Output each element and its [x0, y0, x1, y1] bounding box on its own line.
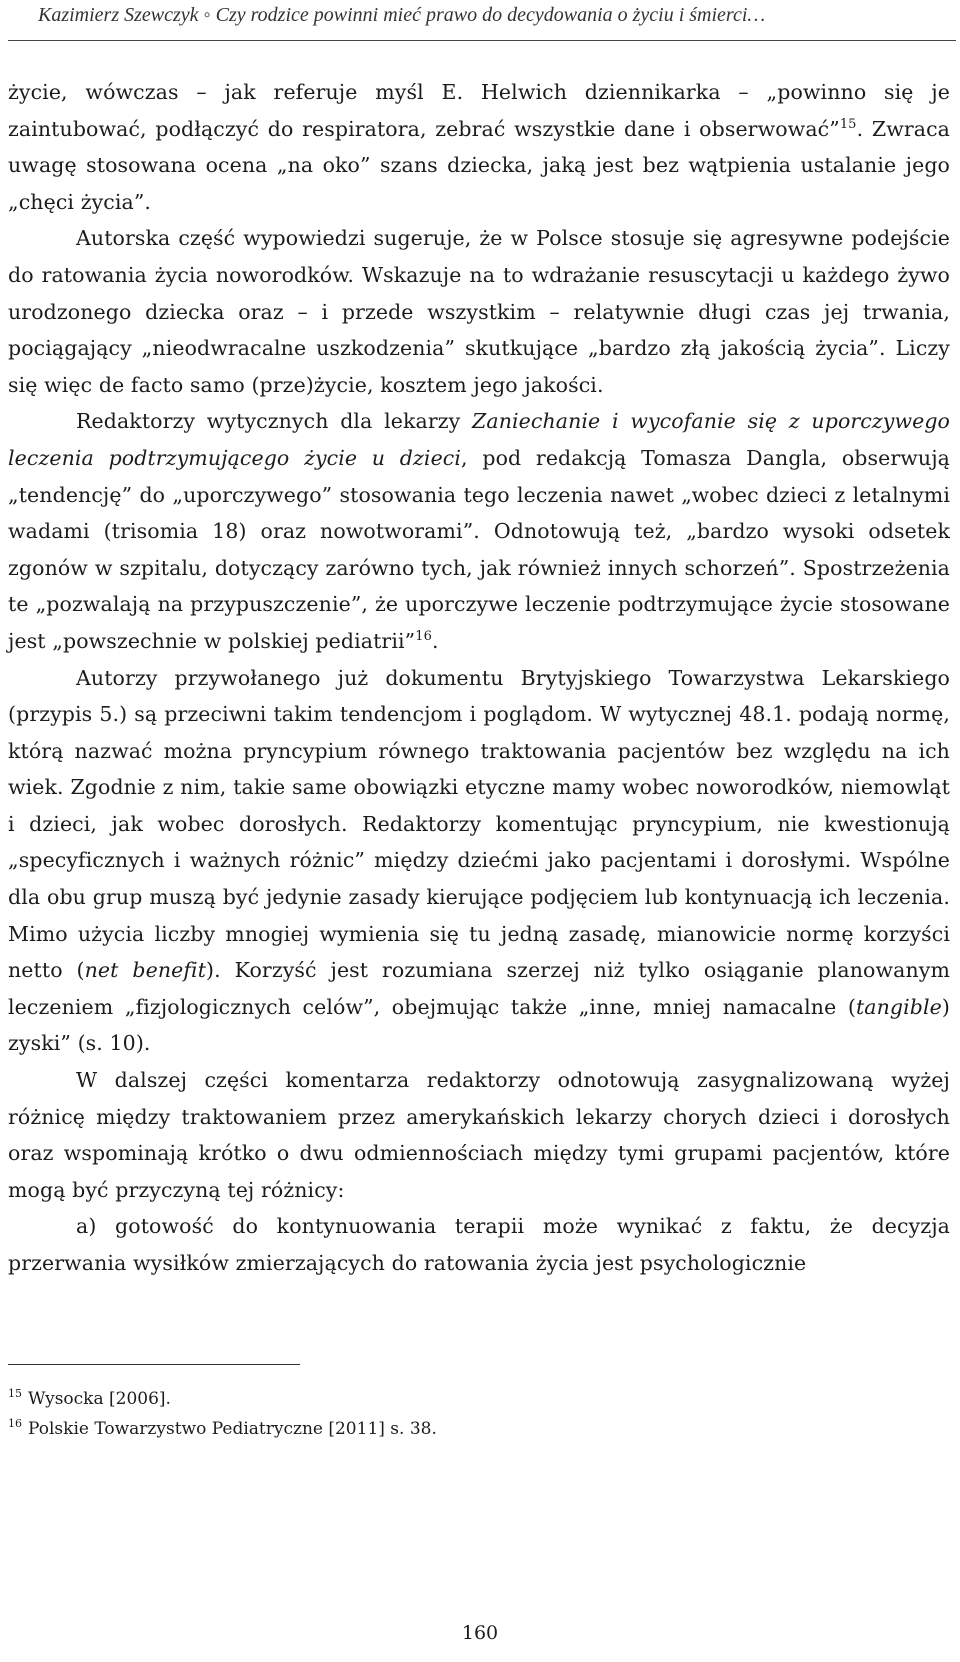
footnotes: [8, 1384, 948, 1444]
paragraph-4: Autorzy przywołanego już dokumentu Brytyjskiego Towarzystwa Lekarskiego (przypis 5.) są przeciwni takim tendencjom i poglądom. W wytycznej 48.1. podają normę, którą nazwać można pryncypium równego traktowania pacjentów bez względu na ich wiek. Zgodnie z nim, takie same obowiązki etyczne mamy wobec noworodków, niemowląt i dzieci, jak wobec dorosłych. Redaktorzy komentując pryncypium, nie kwestionują „specyficznych i ważnych różnic” między dziećmi jako pacjentami i dorosłymi. Wspólne dla obu grup muszą być jedynie zasady kierujące podjęciem lub kontynuacją ich leczenia. Mimo użycia liczby mnogiej wymienia się tu jedną zasadę, mianowicie normę korzyści netto (net benefit). Korzyść jest rozumiana szerzej niż tylko osiąganie planowanym leczeniem „fizjologicznych celów”, obejmując także „inne, mniej namacalne (tangible) zyski” (s. 10).: [8, 665, 950, 1056]
running-header: [8, 0, 956, 41]
footnote-16: [8, 1414, 948, 1444]
footnote-text: Polskie Towarzystwo Pediatryczne [2011] s. 38.: [28, 1419, 437, 1439]
italic-term-net-benefit: net benefit: [84, 958, 207, 983]
footnote-ref-15[interactable]: 15: [839, 116, 857, 132]
paragraph-3: Redaktorzy wytycznych dla lekarzy Zaniechanie i wycofanie się z uporczywego leczenia podtrzymującego życie u dzieci, pod redakcją Tomasza Dangla, obserwują „tendencję” do „uporczywego” stosowania tego leczenia nawet „wobec dzieci z letalnymi wadami (trisomia 18) oraz nowotworami”. Odnotowują też, „bardzo wysoki odsetek zgonów w szpitalu, dotyczący zarówno tych, jak również innych schorzeń”. Spostrzeżenia te „pozwalają na przypuszczenie”, że uporczywe leczenie podtrzymujące życie stosowane jest „powszechnie w polskiej pediatrii”$^{16}$.: [8, 409, 950, 653]
footnote-divider: [8, 1364, 300, 1365]
paragraph-1: życie, wówczas – jak referuje myśl E. Helwich dziennikarka – „powinno się je zaintubować, podłączyć do respiratora, zebrać wszystkie dane i obserwować”$^{15}$. Zwraca uwagę stosowana ocena „na oko” szans dziecka, jaką jest bez wątpienia ustalanie jego „chęci życia”.: [8, 80, 950, 214]
footnote-text: Wysocka [2006].: [28, 1389, 171, 1409]
list-item-a: a) gotowość do kontynuowania terapii może wynikać z faktu, że decyzja przerwania wysiłków zmierzających do ratowania życia jest psychologicznie: [8, 1214, 950, 1275]
footnote-marker: 16: [8, 1417, 22, 1431]
cited-title: Zaniechanie i wycofanie się z uporczywego leczenia podtrzymującego życie u dzieci: [8, 409, 950, 470]
running-header-title: Kazimierz Szewczyk ◦ Czy rodzice powinni mieć prawo do decydowania o życiu i śmierci…: [38, 4, 766, 26]
paragraph-2: Autorska część wypowiedzi sugeruje, że w Polsce stosuje się agresywne podejście do ratowania życia noworodków. Wskazuje na to wdrażanie resuscytacji u każdego żywo urodzonego dziecka oraz – i przede wszystkim – relatywnie długi czas jej trwania, pociągający „nieodwracalne uszkodzenia” skutkujące „bardzo złą jakością życia”. Liczy się więc de facto samo (prze)życie, kosztem jego jakości.: [8, 226, 950, 397]
footnote-marker: 15: [8, 1387, 22, 1401]
paragraph-5: W dalszej części komentarza redaktorzy odnotowują zasygnalizowaną wyżej różnicę między traktowaniem przez amerykańskich lekarzy chorych dzieci i dorosłych oraz wspominają krótko o dwu odmiennościach między tymi grupami pacjentów, które mogą być przyczyną tej różnicy:: [8, 1068, 950, 1202]
page-number: 160: [461, 1622, 499, 1644]
italic-term-tangible: tangible: [855, 994, 942, 1019]
body-text: [8, 74, 950, 1282]
footnote-15: [8, 1384, 948, 1414]
footnote-ref-16[interactable]: 16: [415, 629, 432, 645]
